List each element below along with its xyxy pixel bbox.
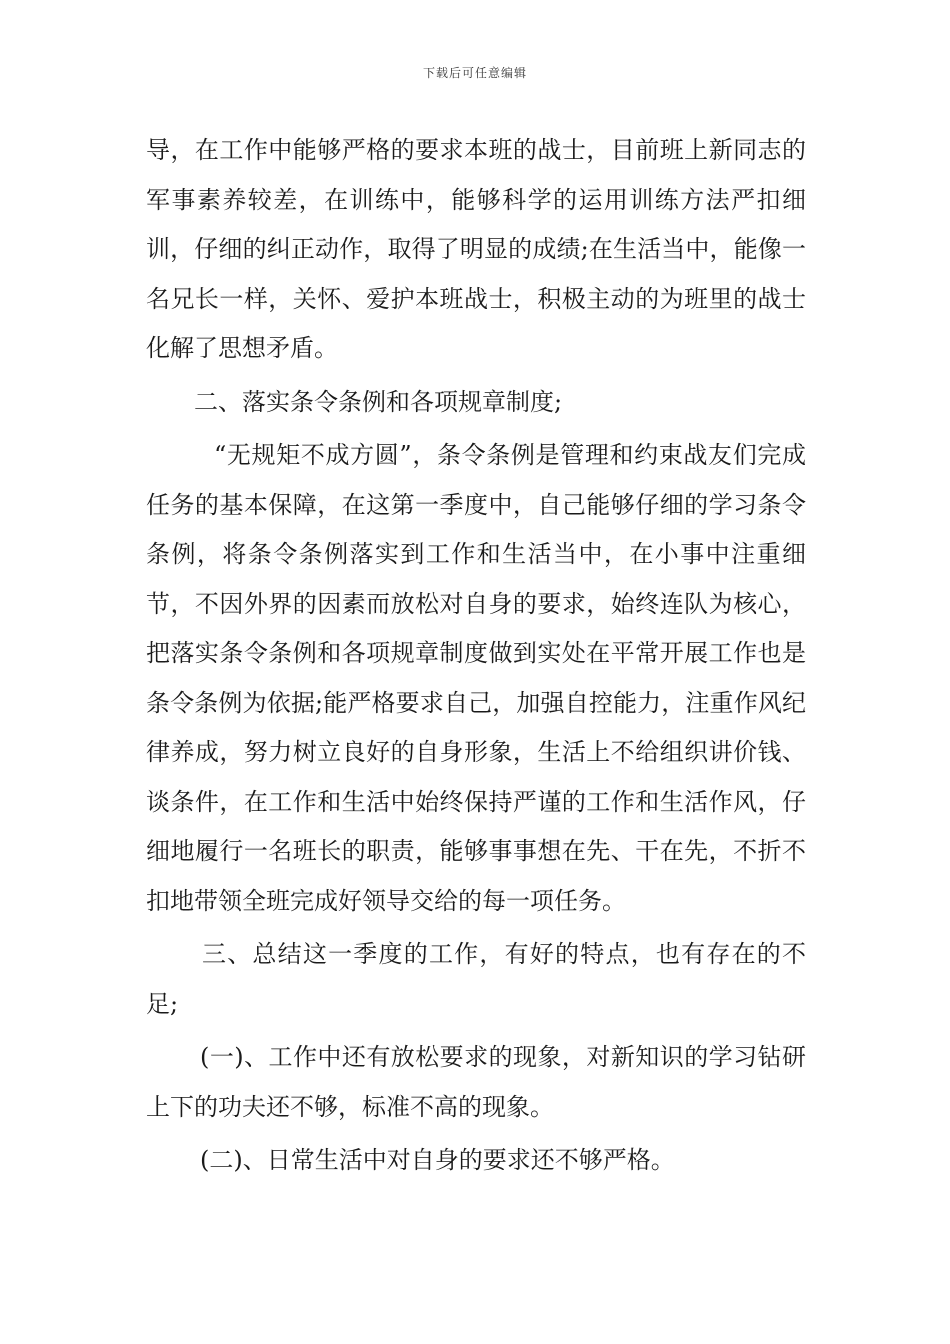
paragraph-regulations: “无规矩不成方圆”，条令条例是管理和约束战友们完成任务的基本保障，在这第一季度中，自己能够仔细的学习条令条例，将条令条例落实到工作和生活当中，在小事中注重细节，不因外界的因素而放松对自身的要求，始终连队为核心，把落实条令条例和各项规章制度做到实处在平常开展工作也是条令条例为依据;能严格要求自己，加强自控能力，注重作风纪律养成，努力树立良好的自身形象，生活上不给组织讲价钱、谈条件，在工作和生活中始终保持严谨的工作和生活作风，仔细地履行一名班长的职责，能够事事想在先、干在先，不折不扣地带领全班完成好领导交给的每一项任务。 xyxy=(146,441,806,915)
heading-section-three: 三、总结这一季度的工作，有好的特点，也有存在的不足; xyxy=(146,940,806,1018)
document-body xyxy=(146,126,806,1186)
page-header-note: 下载后可任意编辑 xyxy=(422,66,527,80)
paragraph-leader-duties: 导，在工作中能够严格的要求本班的战士，目前班上新同志的军事素养较差，在训练中，能够科学的运用训练方法严扣细训，仔细的纠正动作，取得了明显的成绩;在生活当中，能像一名兄长一样，关怀、爱护本班战士，积极主动的为班里的战士化解了思想矛盾。 xyxy=(146,136,806,362)
list-item-shortcoming-one: (一)、工作中还有放松要求的现象，对新知识的学习钻研上下的功夫还不够，标准不高的现象。 xyxy=(146,1043,806,1121)
heading-section-two: 二、落实条令条例和各项规章制度; xyxy=(194,387,563,416)
list-item-shortcoming-two: (二)、日常生活中对自身的要求还不够严格。 xyxy=(200,1146,675,1174)
